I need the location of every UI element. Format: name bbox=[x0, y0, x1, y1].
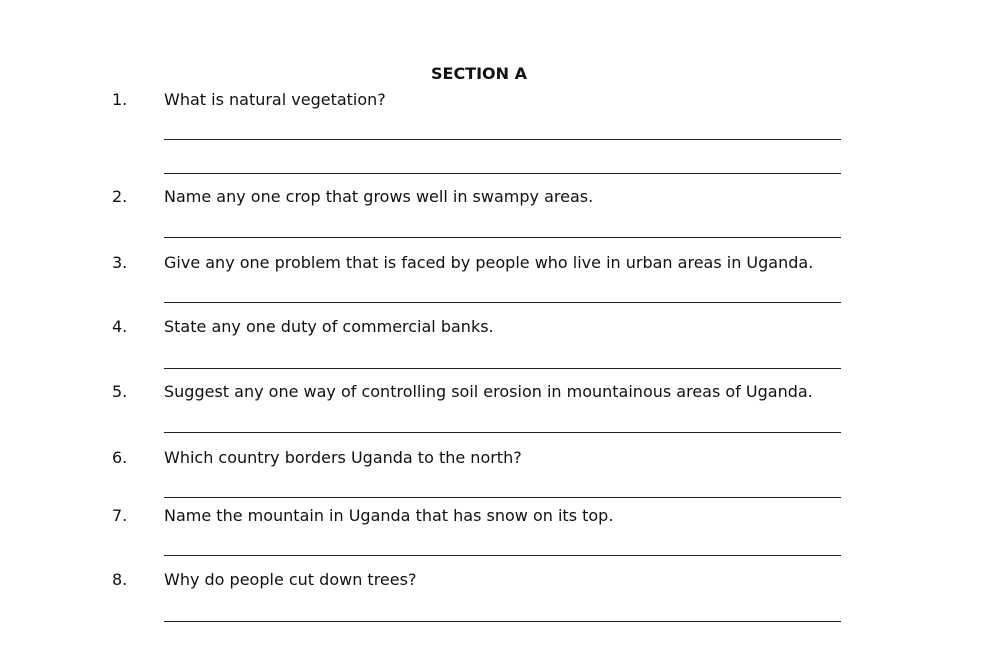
question-text: Suggest any one way of controlling soil erosion in mountainous areas of Uganda. bbox=[164, 382, 813, 401]
question-number: 3. bbox=[112, 253, 128, 272]
question-number: 6. bbox=[112, 448, 128, 467]
question-number: 4. bbox=[112, 317, 128, 336]
question-text: State any one duty of commercial banks. bbox=[164, 317, 494, 336]
question-text: Name any one crop that grows well in swampy areas. bbox=[164, 187, 594, 206]
answer-line[interactable] bbox=[164, 368, 841, 369]
question-text: Which country borders Uganda to the north? bbox=[164, 448, 522, 467]
question-number: 8. bbox=[112, 570, 128, 589]
section-title-text: SECTION A bbox=[430, 64, 527, 83]
section-title bbox=[0, 64, 982, 83]
question-text: Why do people cut down trees? bbox=[164, 570, 417, 589]
answer-line[interactable] bbox=[164, 621, 841, 622]
answer-line[interactable] bbox=[164, 555, 841, 556]
question-number: 5. bbox=[112, 382, 128, 401]
question-text: What is natural vegetation? bbox=[164, 90, 386, 109]
question-text: Give any one problem that is faced by people who live in urban areas in Uganda. bbox=[164, 253, 814, 272]
answer-line[interactable] bbox=[164, 173, 841, 174]
answer-line[interactable] bbox=[164, 432, 841, 433]
question-number: 7. bbox=[112, 506, 128, 525]
answer-line[interactable] bbox=[164, 302, 841, 303]
question-number: 1. bbox=[112, 90, 128, 109]
answer-line[interactable] bbox=[164, 497, 841, 498]
question-number: 2. bbox=[112, 187, 128, 206]
answer-line[interactable] bbox=[164, 139, 841, 140]
question-text: Name the mountain in Uganda that has snow on its top. bbox=[164, 506, 614, 525]
answer-line[interactable] bbox=[164, 237, 841, 238]
